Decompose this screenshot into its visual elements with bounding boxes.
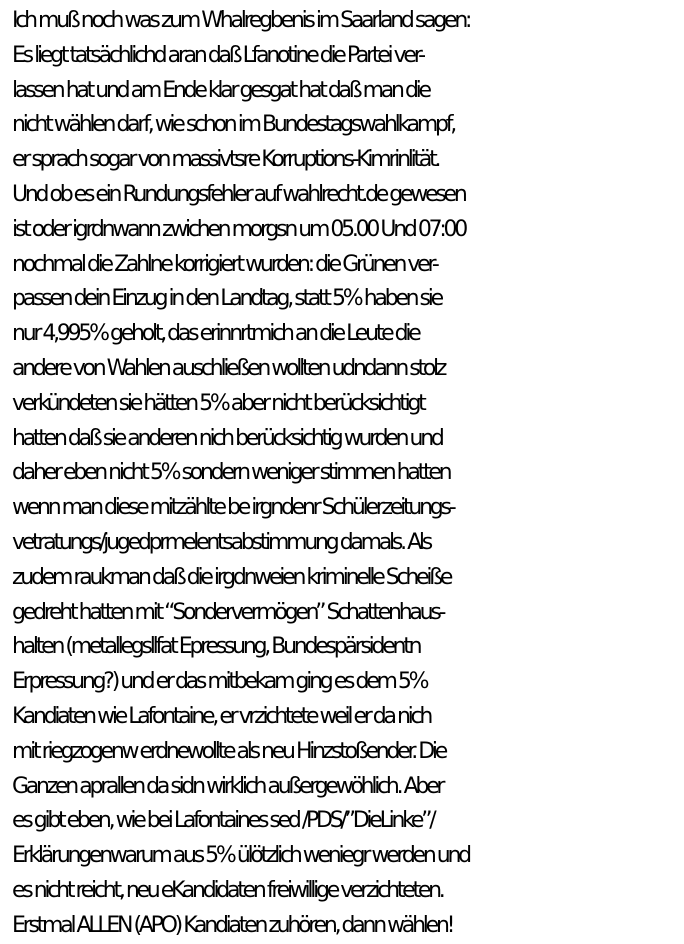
text-line: wenn man diese mitzählte be irgndenr Schülerzeitungs- bbox=[12, 495, 454, 521]
text-line: Erpressung?) und er das mitbekam ging es dem 5% bbox=[12, 669, 427, 695]
body-text bbox=[12, 4, 684, 944]
text-line: verkündeten sie hätten 5% aber nicht berücksichtigt bbox=[12, 390, 424, 416]
text-line: Kandiaten wie Lafontaine, er vrzichtete weil er da nich bbox=[12, 703, 431, 729]
text-line: es nicht reicht, neu eKandidaten freiwillige verzichteten. bbox=[12, 877, 443, 903]
text-line: er sprach sogar von massivtsre Korruptions-Kimrinlität. bbox=[12, 147, 439, 173]
text-line: zudem raukman daß die irgdnweien kriminelle Scheiße bbox=[12, 564, 451, 590]
text-line: nochmal die Zahlne korrigiert wurden: die Grünen ver- bbox=[12, 251, 437, 277]
text-line: nicht wählen darf, wie schon im Bundestagswahlkampf, bbox=[12, 112, 454, 138]
text-line: vetratungs/jugedprmelentsabstimmung damals. Als bbox=[12, 529, 430, 555]
text-line: mit riegzogenw erdnewollte als neu Hinzstoßender. Die bbox=[12, 738, 446, 764]
text-line: Erklärungenwarum aus 5% ülötzlich weniegr werden und bbox=[12, 843, 469, 869]
text-line: halten (metallegsllfat Epressung, Bundespärsidentn bbox=[12, 634, 420, 660]
text-line: lassen hat und am Ende klar gesgat hat daß man die bbox=[12, 77, 429, 103]
text-line: ist oder igrdnwann zwichen morgsn um 05.00 Und 07:00 bbox=[12, 216, 466, 242]
text-line: nur 4,995% geholt, das erinnrtmich an die Leute die bbox=[12, 321, 419, 347]
text-line: hatten daß sie anderen nich berücksichtig wurden und bbox=[12, 425, 442, 451]
text-line: es gibt eben, wie bei Lafontaines sed /PDS/”DieLinke”/ bbox=[12, 808, 434, 834]
text-line: passen dein Einzug in den Landtag, statt 5% haben sie bbox=[12, 286, 441, 312]
text-line: Ganzen aprallen da sidn wirklich außergewöhlich. Aber bbox=[12, 773, 443, 799]
text-line: andere von Wahlen auschließen wollten udndann stolz bbox=[12, 355, 445, 381]
text-line: gedreht hatten mit “Sondervermögen” Schattenhaus- bbox=[12, 599, 444, 625]
text-line: Es liegt tatsächlichd aran daß Lfanotine die Partei ver- bbox=[12, 42, 423, 68]
text-line: Erstmal ALLEN (APO) Kandiaten zuhören, dann wählen! bbox=[12, 912, 453, 938]
text-line: Und ob es ein Rundungsfehler auf wahlrecht.de gewesen bbox=[12, 181, 465, 207]
text-line: daher eben nicht 5% sondern weniger stimmen hatten bbox=[12, 460, 450, 486]
text-line: Ich muß noch was zum Whalregbenis im Saarland sagen: bbox=[12, 8, 470, 33]
